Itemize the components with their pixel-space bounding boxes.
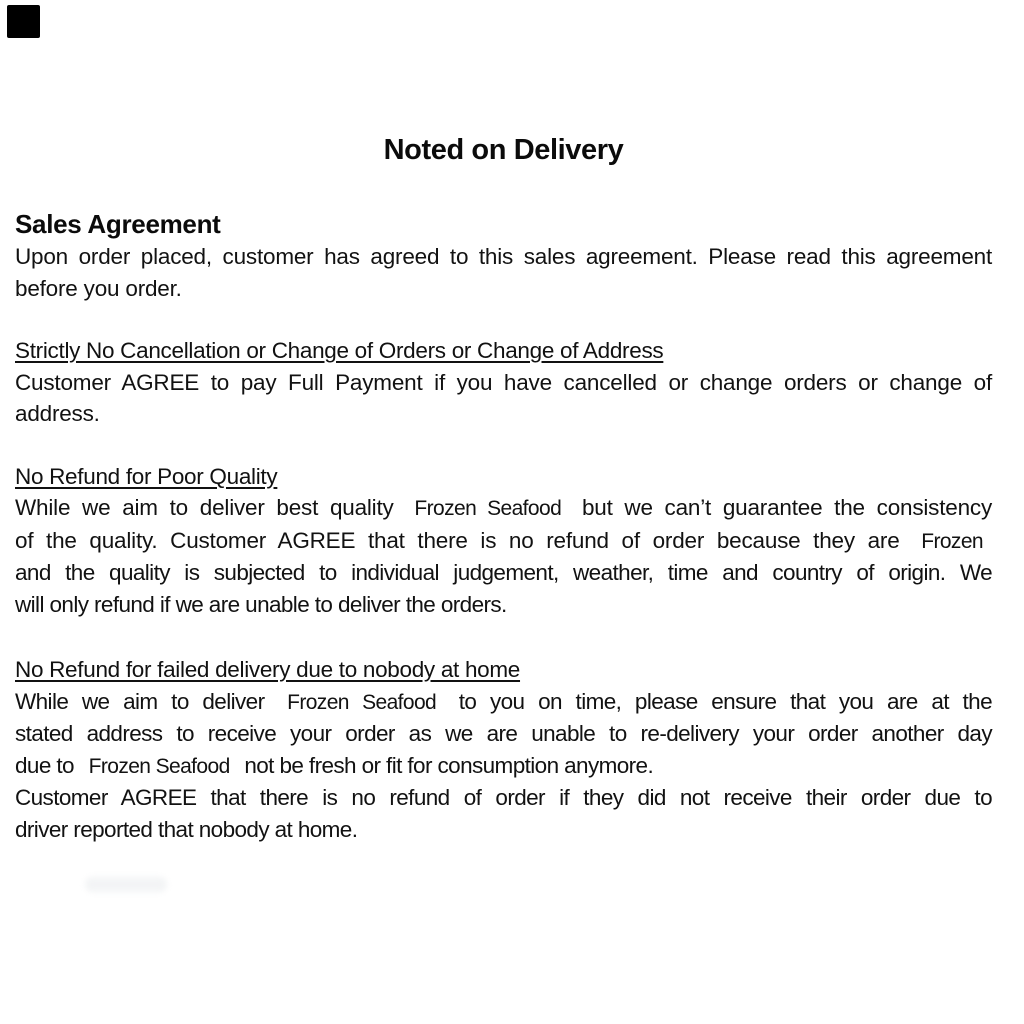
inserted-text-frozen-seafood: Frozen Seafood [287,690,437,714]
text-segment: not be fresh or fit for consumption anymore. [244,752,654,778]
inserted-text-frozen: Frozen [921,529,983,553]
paragraph-no-refund-poor-quality [15,492,992,620]
text-line: will only refund if we are unable to deliver the orders. [15,591,507,617]
paragraph-no-cancellation [15,367,992,430]
text-line: address. [15,401,100,426]
heading-no-refund-poor-quality: No Refund for Poor Quality [15,463,278,489]
text-line [15,750,992,783]
text-line: stated address to receive your order as we are unable to re-delivery your order another day [15,721,992,746]
text-line [15,492,992,525]
text-line: before you order. [15,275,182,301]
page-title: Noted on Delivery [383,134,624,166]
text-line: driver reported that nobody at home. [15,816,358,842]
text-segment: due to [15,752,74,778]
text-line: Customer AGREE to pay Full Payment if you have cancelled or change orders or change of [15,369,992,395]
heading-no-cancellation: Strictly No Cancellation or Change of Orders or Change of Address [15,338,664,363]
text-line [15,686,992,719]
text-segment: to you on time, please ensure that you are at the [458,688,993,714]
paragraph-no-refund-failed-delivery [15,686,992,846]
faint-smudge [85,877,167,892]
text-line: Upon order placed, customer has agreed to this sales agreement. Please read this agreement [15,244,992,269]
text-line: and the quality is subjected to individual judgement, weather, time and country of origin. We [15,560,992,585]
text-segment: but we can’t guarantee the consistency [581,495,993,520]
inserted-text-frozen-seafood: Frozen Seafood [414,497,562,520]
text-segment: While we aim to deliver best quality [15,495,394,520]
inserted-text-frozen-seafood: Frozen Seafood [88,754,230,778]
heading-no-refund-failed-delivery: No Refund for failed delivery due to nobody at home [15,657,521,682]
text-line: Customer AGREE that there is no refund of order if they did not receive their order due to [15,785,992,810]
text-line [15,525,992,558]
text-segment: of the quality. Customer AGREE that there is no refund of order because they are [15,527,900,553]
text-segment: While we aim to deliver [15,688,265,714]
heading-sales-agreement: Sales Agreement [15,209,221,239]
paragraph-sales-agreement [15,241,992,304]
